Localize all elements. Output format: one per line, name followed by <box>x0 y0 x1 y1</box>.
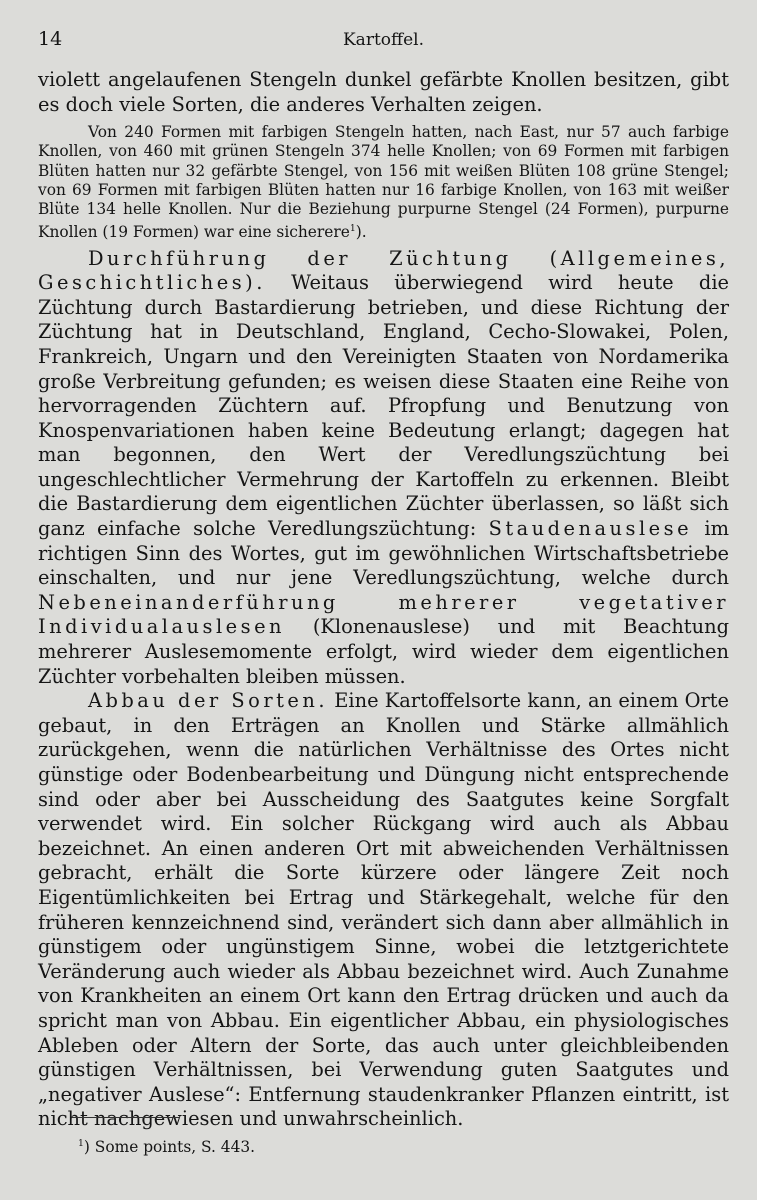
paragraph-breeding <box>38 247 729 690</box>
footnote-divider <box>72 1117 180 1118</box>
footnote-reference: 1 <box>349 223 356 235</box>
section-heading-degeneration: Abbau der Sorten. <box>88 689 328 713</box>
footnote <box>78 1138 255 1156</box>
paragraph-text: (Klonenauslese) und mit Beachtung mehrerer Auslesemomente erfolgt, wird wieder dem eigentlichen Züchter vorbehalten bleiben müssen. <box>38 615 729 688</box>
running-title: Kartoffel. <box>342 30 424 50</box>
paragraph-degeneration <box>38 689 729 1132</box>
paragraph-continuation: violett angelaufenen Stengeln dunkel gefärbte Knollen besitzen, gibt es doch viele Sorten, die anderes Verhalten zeigen. <box>38 68 729 116</box>
small-print-paragraph <box>38 123 729 242</box>
spaced-term: Nebeneinanderführung mehrerer vegetativer Individualauslesen <box>38 590 729 639</box>
section-heading-breeding: Durchführung der Züchtung (Allgemeines, Geschichtliches). <box>38 246 729 295</box>
page-number: 14 <box>38 28 63 50</box>
paragraph-text: Weitaus überwiegend wird heute die Züchtung durch Bastardierung betrieben, und diese Richtung der Züchtung hat in Deutschland, England, Cecho-Slowakei, Polen, Frankreich, Ungarn und den Vereinigten Staaten von Nordamerika große Verbreitung gefunden; es weisen diese Staaten eine Reihe von hervorragenden Züchtern auf. Pfropfung und Benutzung von Knospenvariationen haben keine Bedeutung erlangt; dagegen hat man begonnen, den Wert der Veredlungszüchtung bei ungeschlechtlicher Vermehrung der Kartoffeln zu erkennen. Bleibt die Bastardierung dem eigentlichen Züchter überlassen, so läßt sich ganz einfache solche Veredlungszüchtung: <box>38 271 729 541</box>
spaced-term: Staudenauslese <box>488 517 693 541</box>
footnote-marker: 1 <box>78 1138 84 1149</box>
small-print-end: ). <box>355 223 367 242</box>
footnote-text: ) Some points, S. 443. <box>83 1138 256 1157</box>
paragraph-text: Eine Kartoffelsorte kann, an einem Orte gebaut, in den Erträgen an Knollen und Stärke allmählich zurückgehen, wenn die natürlichen Verhältnisse des Ortes nicht günstige oder Bodenbearbeitung und Düngung nicht entsprechende sind oder aber bei Ausscheidung des Saatgutes keine Sorgfalt verwendet wird. Ein solcher Rückgang wird auch als Abbau bezeichnet. An einen anderen Ort mit abweichenden Verhältnissen gebracht, erhält die Sorte kürzere oder längere Zeit noch Eigentümlichkeiten bei Ertrag und Stärkegehalt, welche für den früheren kennzeichnend sind, verändert sich dann aber allmählich in günstigem oder ungünstigem Sinne, wobei die letztgerichtete Veränderung auch wieder als Abbau bezeichnet wird. Auch Zunahme von Krankheiten an einem Ort kann den Ertrag drücken und auch da spricht man von Abbau. Ein eigentlicher Abbau, ein physiologisches Ableben oder Altern der Sorte, das auch unter gleichbleibenden günstigen Verhältnissen, bei Verwendung guten Saatgutes und „negativer Auslese“: Entfernung staudenkranker Pflanzen eintritt, ist nicht nachgewiesen und unwahrscheinlich. <box>38 689 730 1131</box>
page-header <box>38 28 729 62</box>
small-print-text: Von 240 Formen mit farbigen Stengeln hatten, nach East, nur 57 auch farbige Knollen, von 460 mit grünen Stengeln 374 helle Knollen; von 69 Formen mit farbigen Blüten hatten nur 32 gefärbte Stengel, von 156 mit weißen Blüten 108 grüne Stengel; von 69 Formen mit farbigen Blüten hatten nur 16 farbige Knollen, von 163 mit weißer Blüte 134 helle Knollen. Nur die Beziehung purpurne Stengel (24 Formen), purpurne Knollen (19 Formen) war eine sicherere <box>38 123 729 242</box>
paragraph-text: im richtigen Sinn des Wortes, gut im gewöhnlichen Wirtschaftsbetriebe einschalten, und nur jene Veredlungszüchtung, welche durch <box>38 517 729 590</box>
